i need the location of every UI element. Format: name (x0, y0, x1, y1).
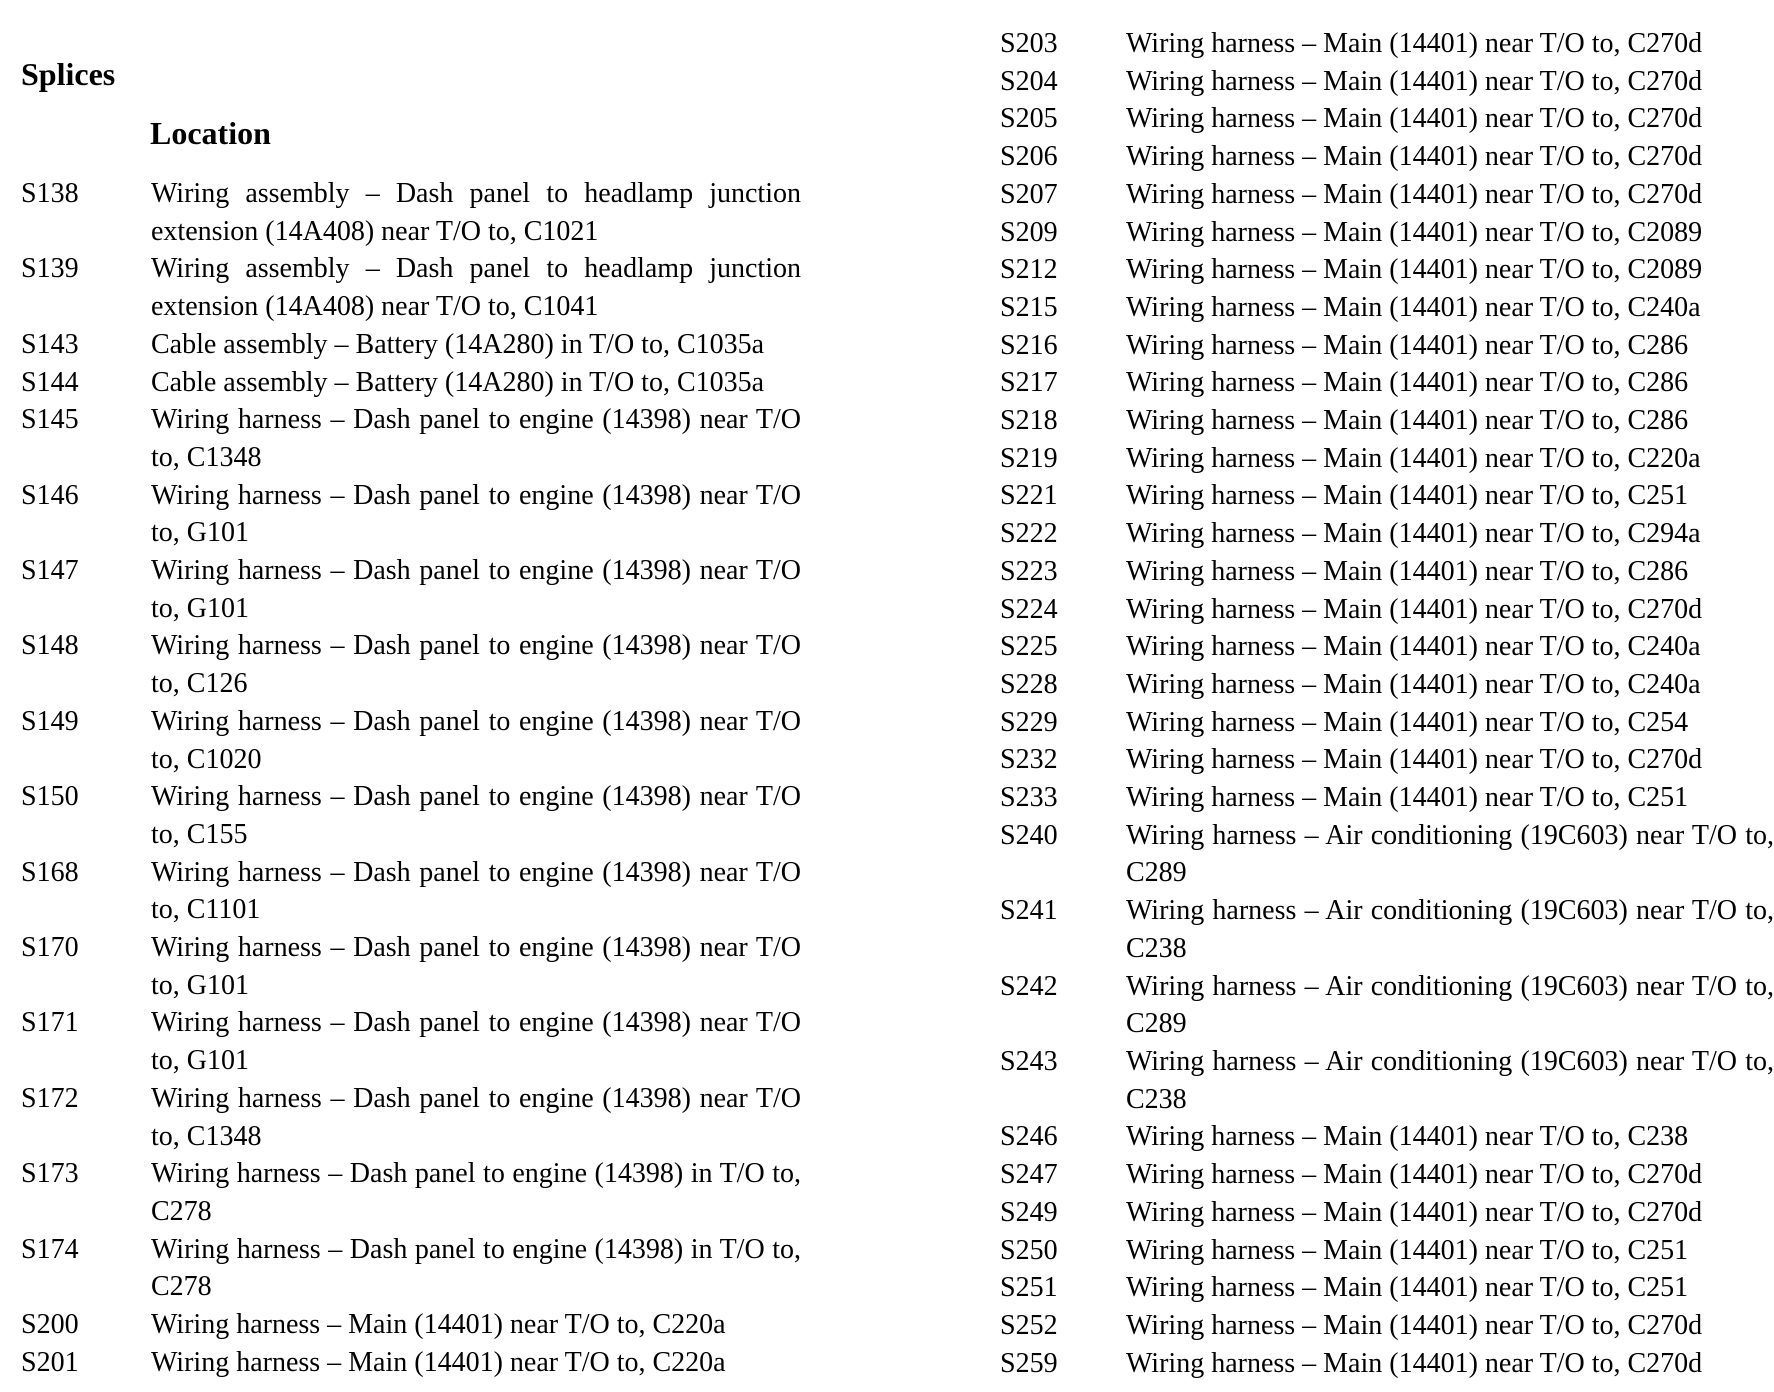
splice-entry (1000, 591, 1774, 629)
splice-entry (21, 627, 801, 702)
splice-location: Wiring harness – Main (14401) near T/O to, C270d (1126, 1159, 1703, 1191)
splice-entry (21, 552, 801, 627)
splice-location: Wiring harness – Main (14401) near T/O to, C270d (1126, 178, 1703, 210)
splice-entry (1000, 477, 1774, 515)
splice-code: S139 (21, 253, 79, 285)
splice-code: S221 (1000, 480, 1058, 512)
splice-location: Wiring harness – Main (14401) near T/O to, C270d (1126, 141, 1703, 173)
splice-code: S168 (21, 856, 79, 888)
splice-code: S150 (21, 781, 79, 813)
splice-location: Wiring harness – Dash panel to engine (14398) near T/O to, G101 (151, 479, 801, 549)
location-column-header: Location (150, 115, 271, 151)
splice-entry (1000, 251, 1774, 289)
splice-entry (1000, 214, 1774, 252)
splice-entry (1000, 100, 1774, 138)
splice-code: S170 (21, 932, 79, 964)
splice-location: Wiring harness – Main (14401) near T/O to, C270d (1126, 1196, 1703, 1228)
splice-code: S217 (1000, 367, 1058, 399)
splice-entry (1000, 289, 1774, 327)
splice-location: Wiring harness – Dash panel to engine (14398) in T/O to, C278 (151, 1158, 801, 1227)
splice-location: Cable assembly – Battery (14A280) in T/O to, C1035a (151, 328, 765, 360)
splice-code: S233 (1000, 782, 1058, 814)
splice-entry (1000, 968, 1774, 1043)
splice-code: S147 (21, 555, 79, 587)
splice-entry (1000, 1194, 1774, 1232)
splice-entry (21, 401, 801, 476)
splice-entry (1000, 1345, 1774, 1383)
splice-code: S241 (1000, 895, 1058, 927)
splice-code: S243 (1000, 1045, 1058, 1077)
splice-location: Wiring harness – Main (14401) near T/O to, C220a (1126, 442, 1701, 474)
splice-entry (1000, 1043, 1774, 1118)
splice-location: Wiring harness – Main (14401) near T/O to, C251 (1126, 1234, 1689, 1266)
splice-entry (1000, 515, 1774, 553)
splice-entry (21, 175, 801, 250)
splice-code: S242 (1000, 970, 1058, 1002)
splice-code: S224 (1000, 593, 1058, 625)
splice-entry (21, 1231, 801, 1306)
splice-location: Wiring harness – Main (14401) near T/O to, C270d (1126, 1309, 1703, 1341)
splice-entry (1000, 1307, 1774, 1345)
splice-code: S215 (1000, 291, 1058, 323)
splice-entry (1000, 176, 1774, 214)
splice-location: Wiring harness – Dash panel to engine (14398) near T/O to, G101 (151, 1007, 801, 1077)
splice-location: Wiring harness – Main (14401) near T/O to, C294a (1126, 518, 1701, 550)
splice-entry (21, 477, 801, 552)
splice-entry (1000, 1156, 1774, 1194)
splice-location: Wiring harness – Dash panel to engine (14398) near T/O to, C1020 (151, 705, 801, 775)
splice-entry (21, 1004, 801, 1079)
splice-code: S223 (1000, 555, 1058, 587)
splice-location: Cable assembly – Battery (14A280) in T/O to, C1035a (151, 366, 765, 398)
splice-entry (1000, 666, 1774, 704)
splice-location: Wiring harness – Main (14401) near T/O to, C251 (1126, 1272, 1689, 1304)
splice-location: Wiring harness – Main (14401) near T/O to, C286 (1126, 329, 1689, 361)
splice-code: S246 (1000, 1121, 1058, 1153)
splice-location: Wiring harness – Main (14401) near T/O to, C2089 (1126, 216, 1703, 248)
splice-code: S240 (1000, 819, 1058, 851)
splice-location: Wiring harness – Main (14401) near T/O to, C251 (1126, 782, 1689, 814)
section-title: Splices (21, 56, 116, 92)
splice-location: Wiring harness – Main (14401) near T/O to, C270d (1126, 1347, 1703, 1379)
splice-code: S203 (1000, 28, 1058, 59)
splice-entry (21, 703, 801, 778)
splice-entry (21, 326, 801, 364)
splice-code: S225 (1000, 631, 1058, 663)
splice-location: Wiring harness – Main (14401) near T/O to, C270d (1126, 103, 1703, 135)
splice-entry (21, 250, 801, 325)
splice-code: S247 (1000, 1159, 1058, 1191)
splice-location: Wiring harness – Main (14401) near T/O to, C270d (1126, 593, 1703, 625)
splice-location: Wiring harness – Main (14401) near T/O to, C220a (151, 1346, 726, 1378)
splice-code: S222 (1000, 518, 1058, 550)
splice-code: S205 (1000, 103, 1058, 135)
splice-location: Wiring harness – Main (14401) near T/O to, C2089 (1126, 254, 1703, 286)
splice-code: S219 (1000, 442, 1058, 474)
splice-code: S229 (1000, 706, 1058, 738)
splice-code: S216 (1000, 329, 1058, 361)
splice-entry (1000, 741, 1774, 779)
splice-location: Wiring harness – Dash panel to engine (14398) near T/O to, C1348 (151, 1082, 801, 1152)
splice-code: S204 (1000, 65, 1058, 97)
splice-code: S218 (1000, 405, 1058, 437)
splice-location: Wiring harness – Main (14401) near T/O to, C270d (1126, 28, 1703, 59)
splice-location: Wiring harness – Main (14401) near T/O to, C270d (1126, 744, 1703, 776)
splice-location: Wiring harness – Main (14401) near T/O to, C240a (1126, 291, 1701, 323)
splice-entry (21, 854, 801, 929)
right-splice-list (1000, 25, 1774, 1382)
left-splice-list (21, 175, 801, 1382)
splice-code: S228 (1000, 668, 1058, 700)
splice-entry (1000, 1269, 1774, 1307)
splice-location: Wiring harness – Main (14401) near T/O to, C286 (1126, 555, 1689, 587)
splice-code: S143 (21, 328, 79, 360)
splice-location: Wiring assembly – Dash panel to headlamp junction extension (14A408) near T/O to, C1041 (151, 253, 801, 323)
splice-code: S207 (1000, 178, 1058, 210)
splice-code: S206 (1000, 141, 1058, 173)
splice-entry (21, 1080, 801, 1155)
splice-location: Wiring harness – Dash panel to engine (14398) in T/O to, C278 (151, 1233, 801, 1303)
splice-entry (1000, 402, 1774, 440)
splice-location: Wiring harness – Air conditioning (19C603) near T/O to, C238 (1126, 1045, 1774, 1115)
splice-location: Wiring harness – Dash panel to engine (14398) near T/O to, G101 (151, 555, 801, 624)
splice-code: S149 (21, 705, 79, 737)
splice-location: Wiring harness – Air conditioning (19C603) near T/O to, C289 (1126, 970, 1774, 1040)
splice-code: S252 (1000, 1309, 1058, 1341)
splice-location: Wiring harness – Main (14401) near T/O to, C251 (1126, 480, 1689, 512)
splice-location: Wiring harness – Main (14401) near T/O to, C286 (1126, 405, 1689, 437)
splice-location: Wiring harness – Dash panel to engine (14398) near T/O to, C1348 (151, 404, 801, 473)
splice-entry (1000, 628, 1774, 666)
splice-entry (1000, 327, 1774, 365)
splice-location: Wiring harness – Air conditioning (19C603) near T/O to, C238 (1126, 895, 1774, 964)
splice-code: S259 (1000, 1347, 1058, 1379)
splice-code: S232 (1000, 744, 1058, 776)
splice-entry (1000, 1118, 1774, 1156)
splice-code: S212 (1000, 254, 1058, 286)
splice-code: S249 (1000, 1196, 1058, 1228)
splice-location: Wiring harness – Main (14401) near T/O to, C220a (151, 1309, 726, 1341)
splice-entry (21, 1155, 801, 1230)
splice-entry (21, 1344, 801, 1382)
splice-entry (1000, 779, 1774, 817)
splice-code: S145 (21, 404, 79, 436)
splice-code: S148 (21, 630, 79, 662)
splice-location: Wiring harness – Main (14401) near T/O to, C238 (1126, 1121, 1689, 1153)
splice-code: S250 (1000, 1234, 1058, 1266)
splice-entry (1000, 1232, 1774, 1270)
splice-entry (1000, 704, 1774, 742)
splice-location: Wiring harness – Main (14401) near T/O to, C240a (1126, 668, 1701, 700)
splice-location: Wiring harness – Dash panel to engine (14398) near T/O to, C1101 (151, 856, 801, 926)
splice-location: Wiring harness – Main (14401) near T/O to, C286 (1126, 367, 1689, 399)
splice-code: S201 (21, 1346, 79, 1378)
splice-code: S209 (1000, 216, 1058, 248)
splice-location: Wiring harness – Air conditioning (19C603) near T/O to, C289 (1126, 819, 1774, 889)
splice-entry (21, 929, 801, 1004)
splice-location: Wiring assembly – Dash panel to headlamp junction extension (14A408) near T/O to, C1021 (151, 178, 801, 247)
splice-entry (1000, 553, 1774, 591)
splice-location: Wiring harness – Main (14401) near T/O to, C254 (1126, 706, 1689, 738)
splice-location: Wiring harness – Main (14401) near T/O to, C270d (1126, 65, 1703, 97)
splice-code: S200 (21, 1309, 79, 1341)
splice-entry (1000, 817, 1774, 892)
splice-entry (21, 778, 801, 853)
splice-code: S251 (1000, 1272, 1058, 1304)
splice-entry (21, 364, 801, 402)
splice-entry (1000, 892, 1774, 967)
splice-code: S173 (21, 1158, 79, 1190)
splice-code: S171 (21, 1007, 79, 1039)
splice-code: S138 (21, 178, 79, 209)
splice-location: Wiring harness – Dash panel to engine (14398) near T/O to, G101 (151, 932, 801, 1001)
splice-entry (21, 1306, 801, 1344)
splice-code: S146 (21, 479, 79, 511)
splice-entry (1000, 364, 1774, 402)
splice-entry (1000, 25, 1774, 63)
splice-location: Wiring harness – Dash panel to engine (14398) near T/O to, C155 (151, 781, 801, 850)
splice-entry (1000, 63, 1774, 101)
splice-entry (1000, 440, 1774, 478)
splice-code: S144 (21, 366, 79, 398)
splice-location: Wiring harness – Main (14401) near T/O to, C240a (1126, 631, 1701, 663)
splice-location: Wiring harness – Dash panel to engine (14398) near T/O to, C126 (151, 630, 801, 700)
splice-entry (1000, 138, 1774, 176)
splice-code: S172 (21, 1082, 79, 1114)
splice-code: S174 (21, 1233, 79, 1265)
